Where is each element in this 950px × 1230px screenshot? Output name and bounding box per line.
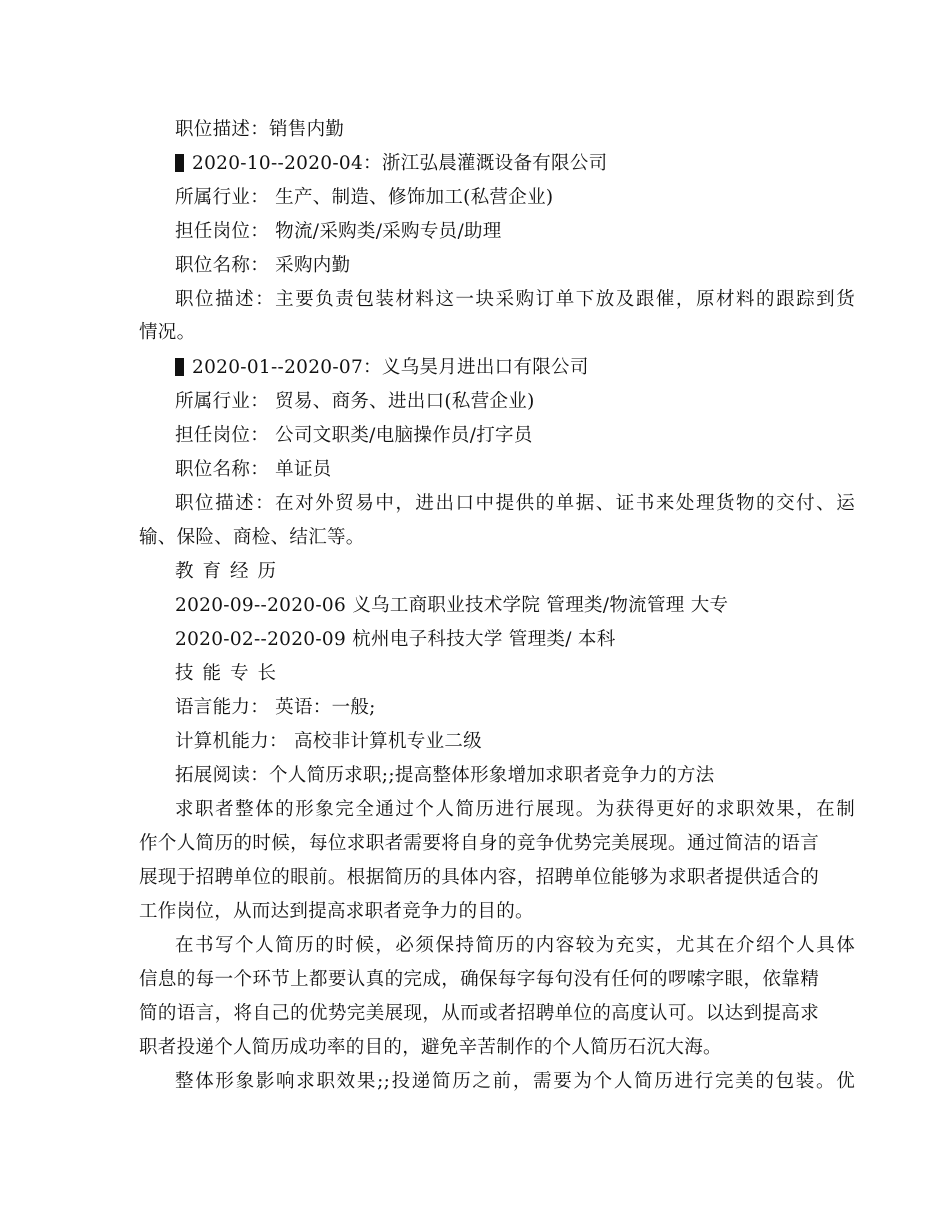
paragraph-line: 整体形象影响求职效果;;投递简历之前，需要为个人简历进行完美的包装。优 xyxy=(175,1071,855,1092)
bullet-marker xyxy=(175,358,184,376)
paragraph-line: 求职者整体的形象完全通过个人简历进行展现。为获得更好的求职效果，在制 xyxy=(175,799,855,820)
job-description-sales: 职位描述：销售内勤 xyxy=(175,119,345,140)
job-description-continued: 情况。 xyxy=(139,322,196,343)
paragraph-line: 展现于招聘单位的眼前。根据简历的具体内容，招聘单位能够为求职者提供适合的 xyxy=(139,867,819,888)
job-title-line: 职位名称： 单证员 xyxy=(175,459,332,480)
job-description-line: 职位描述：在对外贸易中，进出口中提供的单据、证书来处理货物的交付、运 xyxy=(175,493,855,514)
paragraph-line: 简的语言，将自己的优势完美展现，从而或者招聘单位的高度认可。以达到提高求 xyxy=(139,1003,819,1024)
industry-line: 所属行业： 生产、制造、修饰加工(私营企业) xyxy=(175,187,554,208)
position-line: 担任岗位： 公司文职类/电脑操作员/打字员 xyxy=(175,425,533,446)
paragraph-line: 信息的每一个环节上都要认真的完成，确保每字每句没有任何的啰嗦字眼，依靠精 xyxy=(139,969,819,990)
education-entry: 2020-02--2020-09 杭州电子科技大学 管理类/ 本科 xyxy=(175,629,616,650)
job-description-line: 职位描述：主要负责包装材料这一块采购订单下放及跟催，原材料的跟踪到货 xyxy=(175,289,855,310)
section-heading-skills: 技能专长 xyxy=(175,663,286,684)
language-skill-line: 语言能力： 英语：一般; xyxy=(175,697,376,718)
section-heading-education: 教育经历 xyxy=(175,561,286,582)
position-line: 担任岗位： 物流/采购类/采购专员/助理 xyxy=(175,221,502,242)
extended-reading-title: 拓展阅读：个人简历求职;;提高整体形象增加求职者竞争力的方法 xyxy=(175,765,715,786)
paragraph-line: 职者投递个人简历成功率的目的，避免辛苦制作的个人简历石沉大海。 xyxy=(139,1037,722,1058)
industry-line: 所属行业： 贸易、商务、进出口(私营企业) xyxy=(175,391,535,412)
education-entry: 2020-09--2020-06 义乌工商职业技术学院 管理类/物流管理 大专 xyxy=(175,595,729,616)
computer-skill-line: 计算机能力： 高校非计算机专业二级 xyxy=(175,731,482,752)
paragraph-line: 在书写个人简历的时候，必须保持简历的内容较为充实，尤其在介绍个人具体 xyxy=(175,935,855,956)
work-entry-heading xyxy=(139,152,855,176)
work-entry-heading xyxy=(139,356,855,380)
bullet-marker xyxy=(175,154,184,172)
paragraph-line: 工作岗位，从而达到提高求职者竞争力的目的。 xyxy=(139,901,534,922)
job-description-continued: 输、保险、商检、结汇等。 xyxy=(139,527,365,548)
job-title-line: 职位名称： 采购内勤 xyxy=(175,255,351,276)
work-entry-title: 2020-01--2020-07：义乌昊月进出口有限公司 xyxy=(192,357,589,378)
paragraph-line: 作个人简历的时候，每位求职者需要将自身的竞争优势完美展现。通过简洁的语言 xyxy=(139,833,819,854)
work-entry-title: 2020-10--2020-04：浙江弘晨灌溉设备有限公司 xyxy=(192,153,608,174)
